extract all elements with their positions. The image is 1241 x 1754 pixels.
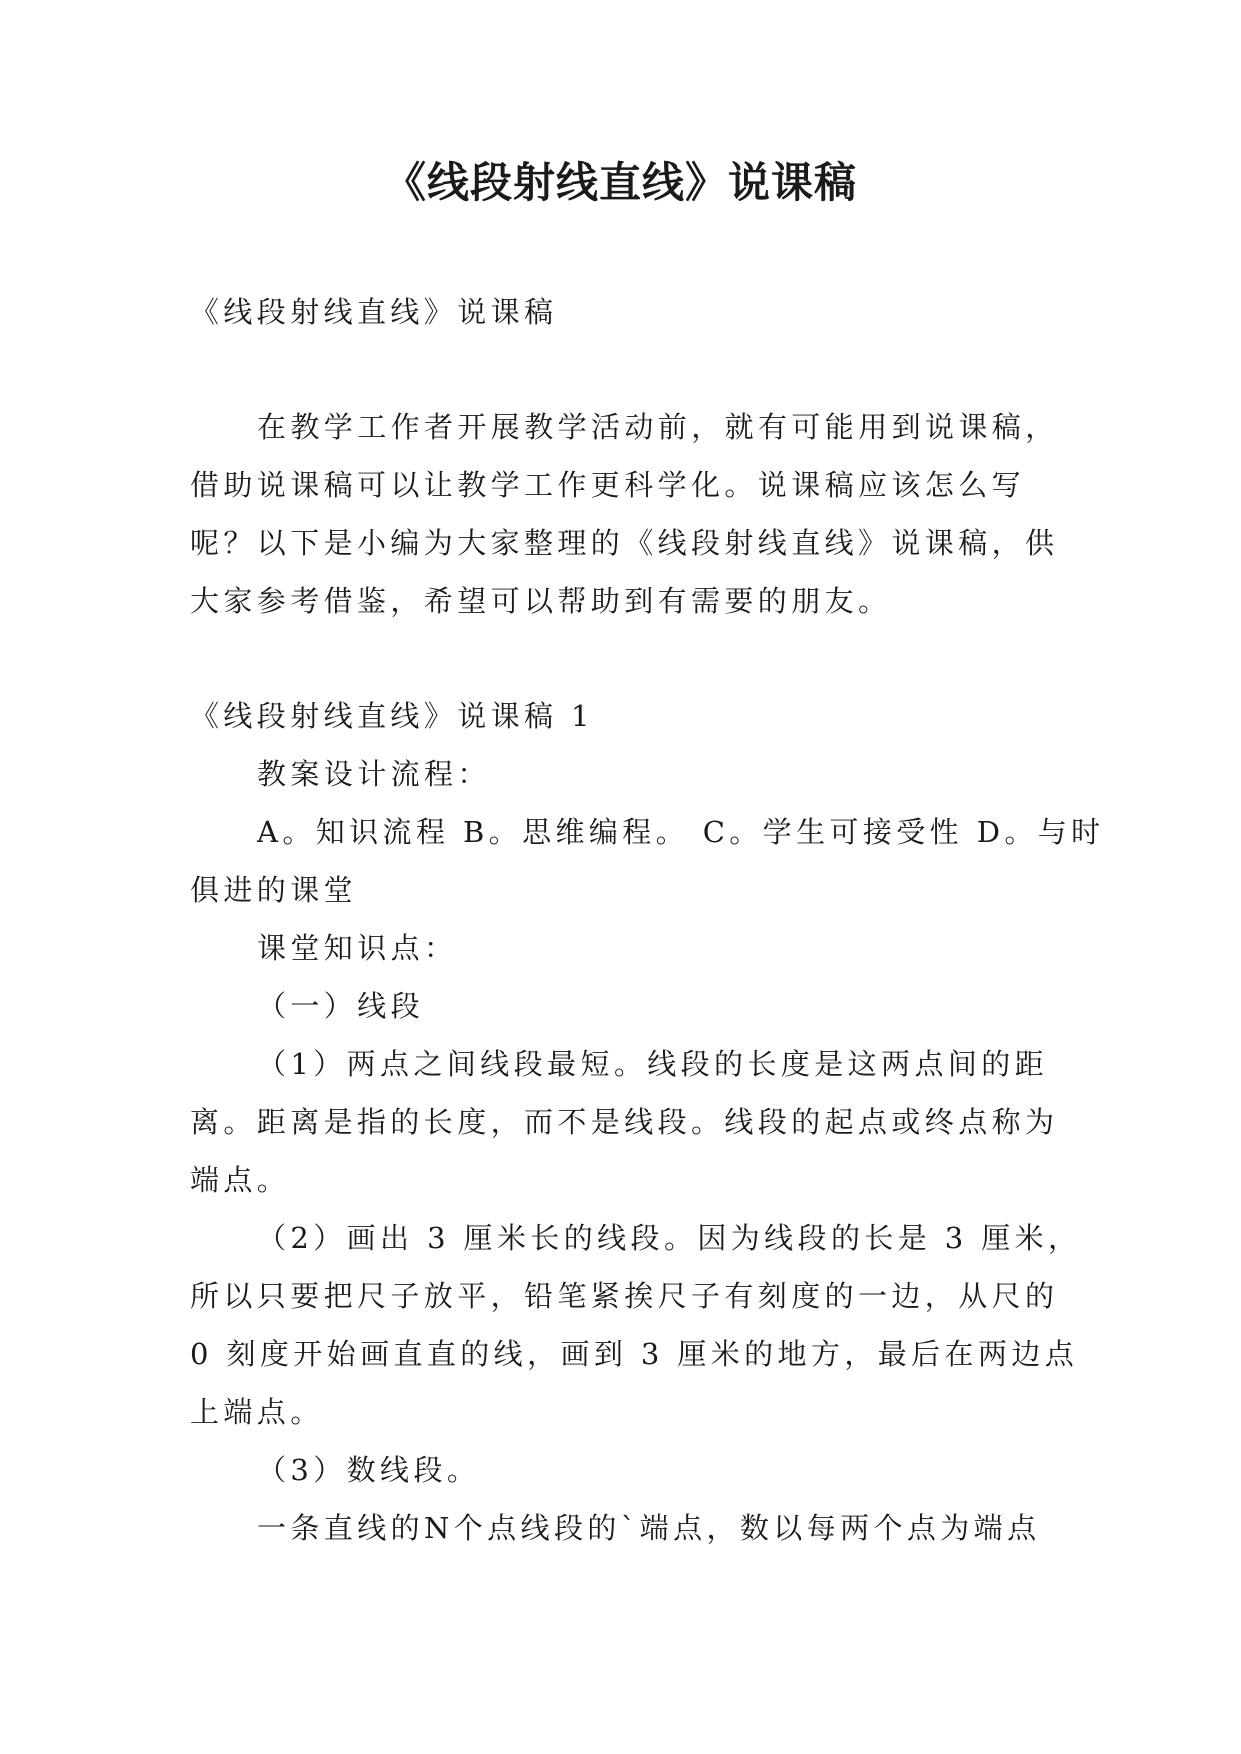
intro-line-2: 借助说课稿可以让教学工作更科学化。说课稿应该怎么写 [190, 468, 1026, 502]
subtitle-line: 《线段射线直线》说课稿 [190, 295, 558, 329]
document-title: 《线段射线直线》说课稿 [383, 158, 857, 207]
body-line: 0 刻度开始画直直的线，画到 3 厘米的地方，最后在两边点 [190, 1337, 1079, 1371]
body-line: 教案设计流程： [257, 757, 491, 791]
body-line: 所以只要把尺子放平，铅笔紧挨尺子有刻度的一边，从尺的 [190, 1279, 1059, 1313]
body-line: 离。距离是指的长度，而不是线段。线段的起点或终点称为 [190, 1105, 1059, 1139]
body-line: （一）线段 [257, 989, 425, 1023]
intro-line-4: 大家参考借鉴，希望可以帮助到有需要的朋友。 [190, 584, 892, 618]
body-line: A。知识流程 B。思维编程。 C。学生可接受性 D。与时 [257, 815, 1105, 849]
body-line: （3）数线段。 [257, 1453, 481, 1487]
body-line: （1）两点之间线段最短。线段的长度是这两点间的距 [257, 1047, 1049, 1081]
intro-line-1: 在教学工作者开展教学活动前，就有可能用到说课稿， [257, 410, 1059, 444]
body-line: 端点。 [190, 1163, 291, 1197]
intro-line-3: 呢？以下是小编为大家整理的《线段射线直线》说课稿，供 [190, 526, 1059, 560]
body-line: 上端点。 [190, 1395, 324, 1429]
body-line: （2）画出 3 厘米长的线段。因为线段的长是 3 厘米， [257, 1221, 1082, 1255]
body-line: 俱进的课堂 [190, 873, 358, 907]
section-heading: 《线段射线直线》说课稿 1 [190, 699, 594, 733]
body-line: 课堂知识点： [257, 931, 458, 965]
body-line: 一条直线的N个点线段的`端点，数以每两个点为端点 [257, 1511, 1041, 1545]
